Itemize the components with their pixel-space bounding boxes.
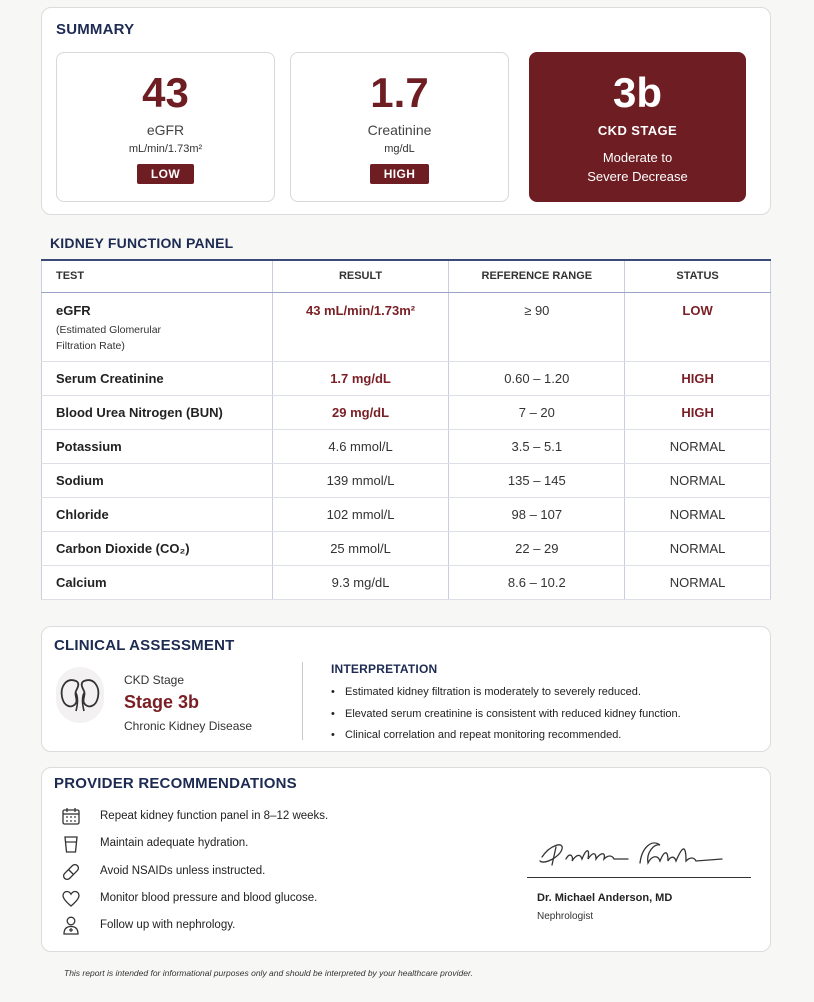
interpretation-heading: INTERPRETATION [331, 662, 438, 676]
recommendation-item: Monitor blood pressure and blood glucose. [100, 892, 318, 904]
creatinine-label: Creatinine [367, 122, 432, 138]
status-cell: NORMAL [625, 531, 771, 565]
kidney-icon [56, 667, 104, 723]
table-row [42, 292, 771, 361]
test-subtitle: (Estimated Glomerular Filtration Rate) [56, 323, 162, 352]
reference-range-cell: 7 – 20 [449, 395, 625, 429]
recommendation-item: Avoid NSAIDs unless instructed. [100, 865, 266, 877]
result-cell: 4.6 mmol/L [272, 429, 449, 463]
test-name-cell [42, 292, 273, 361]
result-cell: 102 mmol/L [272, 497, 449, 531]
test-name-cell [42, 463, 273, 497]
clinical-divider [302, 662, 303, 740]
reference-range-cell: 0.60 – 1.20 [449, 361, 625, 395]
status-cell: NORMAL [625, 497, 771, 531]
provider-name: Dr. Michael Anderson, MD [537, 892, 673, 904]
column-header-test: TEST [42, 260, 273, 292]
table-row [42, 531, 771, 565]
interpretation-bullet: • Elevated serum creatinine is consistent with reduced kidney function. [331, 708, 681, 720]
ckd-stage-caption: CKD Stage [124, 673, 185, 687]
column-header-reference-range: REFERENCE RANGE [449, 260, 625, 292]
test-name-cell [42, 361, 273, 395]
egfr-summary-card [56, 52, 275, 202]
recommendation-item: Repeat kidney function panel in 8–12 weeks. [100, 810, 329, 822]
heart-icon [61, 889, 81, 909]
table-header-row [42, 260, 771, 292]
test-name-cell [42, 565, 273, 599]
test-name-cell [42, 395, 273, 429]
calendar-icon [61, 806, 81, 826]
status-cell: LOW [625, 292, 771, 361]
table-row [42, 463, 771, 497]
ckd-stage-value: 3b [612, 69, 662, 116]
reference-range-cell: ≥ 90 [449, 292, 625, 361]
doctor-icon [61, 915, 81, 935]
egfr-value: 43 [142, 69, 189, 116]
ckd-stage-description: Moderate to Severe Decrease [587, 150, 688, 184]
column-header-status: STATUS [625, 260, 771, 292]
reference-range-cell: 22 – 29 [449, 531, 625, 565]
disease-name: Chronic Kidney Disease [124, 719, 253, 733]
test-name-cell [42, 497, 273, 531]
creatinine-flag-badge: HIGH [370, 164, 430, 184]
creatinine-unit: mg/dL [384, 143, 415, 155]
pill-icon [61, 862, 81, 882]
result-cell: 25 mmol/L [272, 531, 449, 565]
test-name: Chloride [56, 506, 109, 522]
reference-range-cell: 8.6 – 10.2 [449, 565, 625, 599]
ckd-stage-label: CKD STAGE [597, 123, 678, 138]
test-name-cell [42, 531, 273, 565]
summary-heading: SUMMARY [56, 21, 135, 38]
test-name: Carbon Dioxide (CO₂) [56, 540, 190, 556]
table-row [42, 395, 771, 429]
column-header-result: RESULT [272, 260, 449, 292]
test-name: eGFR [56, 302, 91, 318]
test-name: Sodium [56, 472, 104, 488]
result-cell: 29 mg/dL [272, 395, 449, 429]
test-name: Serum Creatinine [56, 370, 164, 386]
result-cell: 9.3 mg/dL [272, 565, 449, 599]
disclaimer-footer: This report is intended for informational purposes only and should be interpreted by your healthcare provider. [64, 968, 473, 978]
table-row [42, 497, 771, 531]
creatinine-summary-card [290, 52, 509, 202]
ckd-stage-text: Stage 3b [124, 692, 200, 712]
recommendation-item: Follow up with nephrology. [100, 919, 236, 931]
table-row [42, 361, 771, 395]
test-name: Blood Urea Nitrogen (BUN) [56, 404, 223, 420]
result-cell: 1.7 mg/dL [272, 361, 449, 395]
reference-range-cell: 98 – 107 [449, 497, 625, 531]
result-cell: 139 mmol/L [272, 463, 449, 497]
egfr-unit: mL/min/1.73m² [128, 143, 203, 155]
ckd-stage-card [529, 52, 746, 202]
egfr-flag-badge: LOW [137, 164, 194, 184]
test-name: Potassium [56, 438, 122, 454]
test-name-cell [42, 429, 273, 463]
signature-image [536, 833, 736, 873]
table-row [42, 429, 771, 463]
clinical-heading: CLINICAL ASSESSMENT [54, 637, 235, 654]
result-cell: 43 mL/min/1.73m² [272, 292, 449, 361]
interpretation-bullet: • Estimated kidney filtration is moderately to severely reduced. [331, 686, 641, 698]
signature-line [527, 877, 751, 878]
table-row [42, 565, 771, 599]
reference-range-cell: 135 – 145 [449, 463, 625, 497]
reference-range-cell: 3.5 – 5.1 [449, 429, 625, 463]
status-cell: NORMAL [625, 565, 771, 599]
egfr-label: eGFR [146, 122, 185, 138]
creatinine-value: 1.7 [370, 69, 429, 116]
provider-title: Nephrologist [537, 911, 594, 922]
status-cell: HIGH [625, 395, 771, 429]
panel-heading: KIDNEY FUNCTION PANEL [50, 235, 234, 251]
test-name: Calcium [56, 574, 107, 590]
recommendations-heading: PROVIDER RECOMMENDATIONS [54, 775, 297, 792]
status-cell: NORMAL [625, 463, 771, 497]
status-cell: HIGH [625, 361, 771, 395]
kidney-function-table [41, 259, 771, 600]
cup-icon [61, 834, 81, 854]
interpretation-bullet: • Clinical correlation and repeat monitoring recommended. [331, 729, 621, 741]
status-cell: NORMAL [625, 429, 771, 463]
recommendation-item: Maintain adequate hydration. [100, 837, 249, 849]
